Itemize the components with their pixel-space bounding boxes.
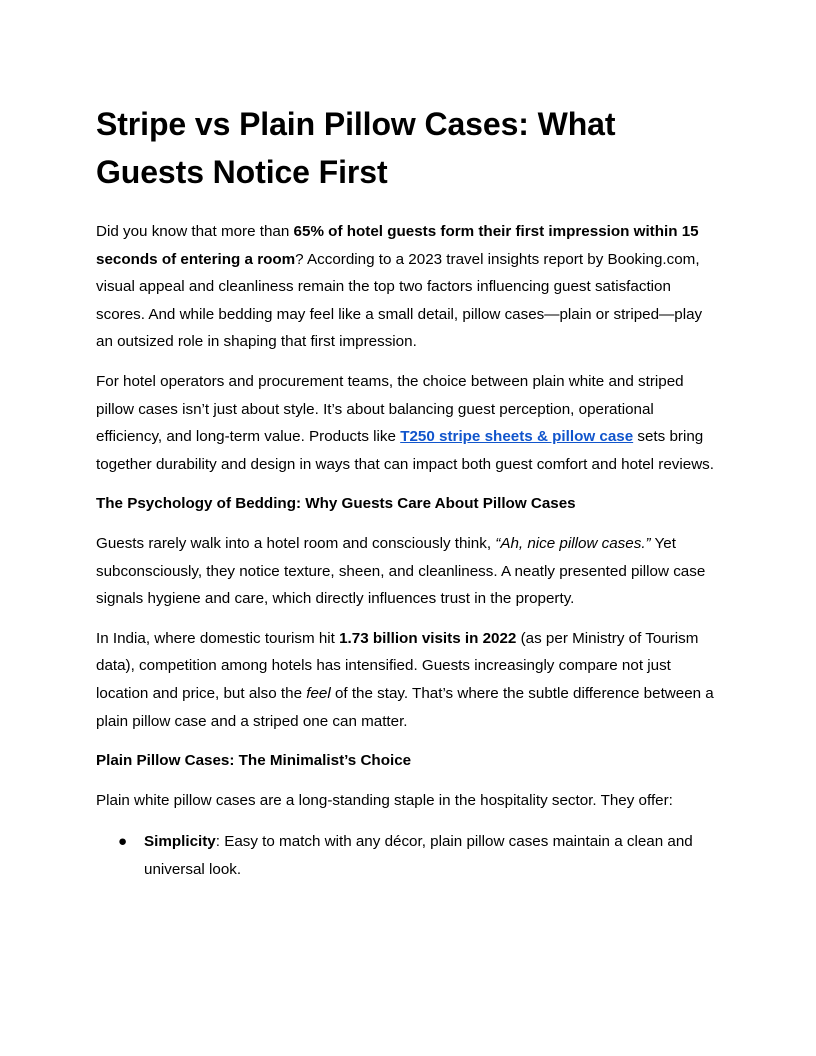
india-bold-stat: 1.73 billion visits in 2022 [339,629,517,647]
intro-bold-stat: 65% of hotel guests form their first impression within 15 seconds of entering a room [96,223,699,268]
t250-product-link[interactable]: T250 stripe sheets & pillow case [400,428,634,446]
plain-intro-paragraph: Plain white pillow cases are a long-standing staple in the hospitality sector. They offer: [96,791,673,809]
intro-text-2: ? According to a 2023 travel insights report by Booking.com, visual appeal and cleanliness remain the top two factors influencing guest satisfaction scores. And while bedding may feel like a small detail, pillow cases—plain or striped—play an outsized role in shaping that first impression. [96,250,703,351]
india-text-1: In India, where domestic tourism hit [96,629,340,647]
procurement-paragraph [96,368,722,478]
list-item [96,828,722,883]
section-heading-psychology: The Psychology of Bedding: Why Guests Care About Pillow Cases [96,495,576,513]
psychology-paragraph [96,530,722,613]
section-heading-plain: Plain Pillow Cases: The Minimalist’s Choice [96,752,412,770]
procurement-text-1: For hotel operators and procurement teams, the choice between plain white and striped pillow cases isn’t just about style. It’s about balancing guest perception, operational efficiency, and long-term value. Products like [96,372,684,446]
india-tourism-paragraph [96,625,722,735]
benefits-list [96,828,722,883]
india-text-3: of the stay. That’s where the subtle difference between a plain pillow case and a striped one can matter. [96,684,714,730]
intro-text-1: Did you know that more than [96,223,294,240]
india-italic-feel: feel [306,684,331,702]
procurement-text-2: sets bring together durability and design in ways that can impact both guest comfort and hotel reviews. [96,428,714,473]
list-item-term: Simplicity [144,833,216,851]
list-item-text: : Easy to match with any décor, plain pillow cases maintain a clean and universal look. [144,833,693,878]
psychology-text-2: Yet subconsciously, they notice texture, sheen, and cleanliness. A neatly presented pillow case signals hygiene and care, which directly influences trust in the property. [96,534,706,608]
intro-paragraph [96,218,722,356]
page-title: Stripe vs Plain Pillow Cases: What Guests Notice First [96,106,616,190]
document-page [96,100,722,883]
bullet-dot-icon: ● [118,833,128,851]
india-text-2: (as per Ministry of Tourism data), competition among hotels has intensified. Guests increasingly compare not just location and price, but also the [96,629,699,702]
psychology-quote: “Ah, nice pillow cases.” [495,534,651,552]
psychology-text-1: Guests rarely walk into a hotel room and consciously think, [96,534,496,552]
